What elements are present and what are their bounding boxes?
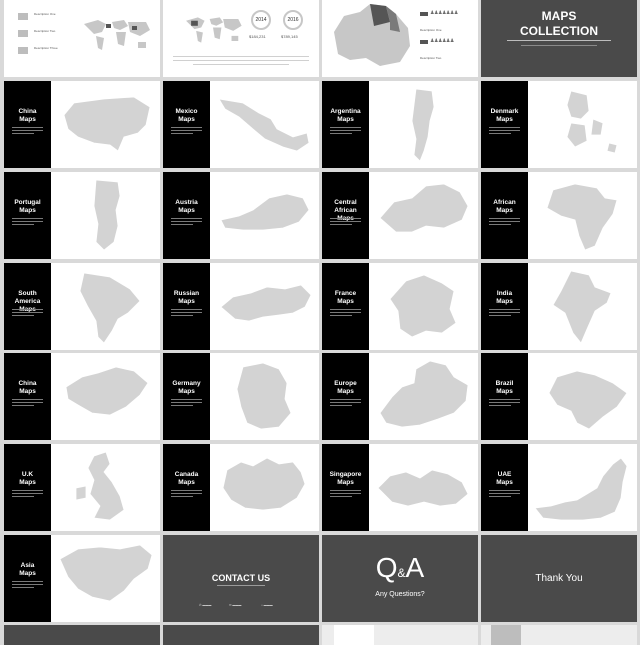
map-title: Germany — [172, 380, 201, 387]
map-description-lines — [489, 309, 520, 318]
slide-map[interactable] — [481, 444, 637, 531]
map-shape-icon — [372, 85, 476, 164]
map-title-panel — [481, 172, 528, 259]
map-description-lines — [489, 127, 520, 136]
donut-2016: 2016 — [283, 10, 303, 30]
map-subtitle: Maps — [496, 116, 513, 123]
slide-map[interactable] — [322, 444, 478, 531]
map-shape-icon — [54, 539, 158, 618]
map-title-panel — [322, 81, 369, 168]
map-description-lines — [489, 490, 520, 499]
map-subtitle: Maps — [337, 479, 354, 486]
map-subtitle: Maps — [19, 207, 36, 214]
map-description-lines — [330, 309, 361, 318]
map-title-panel — [4, 263, 51, 350]
map-title: Mexico — [175, 108, 198, 115]
slide-map[interactable] — [163, 81, 319, 168]
text-line — [521, 45, 597, 46]
map-description-lines — [171, 490, 202, 499]
text-line — [193, 64, 289, 65]
map-title: South America — [14, 290, 41, 305]
map-subtitle: Maps — [337, 298, 354, 305]
map-title: France — [334, 290, 357, 297]
map-title-panel — [481, 263, 528, 350]
map-shape-icon — [372, 357, 476, 436]
map-description-lines — [171, 127, 202, 136]
map-subtitle: Maps — [19, 479, 36, 486]
map-shape-icon — [531, 448, 635, 527]
slide-world-stats[interactable] — [163, 0, 319, 77]
slide-map[interactable] — [4, 353, 160, 440]
map-subtitle: Maps — [178, 479, 195, 486]
map-subtitle: Maps — [178, 388, 195, 395]
value-2014: $184,231 — [249, 34, 266, 39]
slide-partial[interactable] — [4, 625, 160, 645]
map-subtitle: Maps — [178, 207, 195, 214]
map-title: Central African — [334, 199, 357, 214]
map-description-lines — [12, 218, 43, 227]
slide-partial[interactable] — [322, 625, 478, 645]
qa-heading — [322, 553, 478, 588]
map-title-panel — [322, 263, 369, 350]
australia-map-icon — [330, 2, 414, 68]
map-shape-icon — [54, 448, 158, 527]
legend-swatch — [18, 47, 28, 54]
world-map-icon — [80, 16, 152, 54]
qa-subtitle: Any Questions? — [375, 591, 425, 598]
map-shape-icon — [54, 85, 158, 164]
map-title: Denmark — [490, 108, 519, 115]
map-title: Asia — [20, 562, 35, 569]
map-title-panel — [163, 353, 210, 440]
map-description-lines — [489, 399, 520, 408]
map-title: Europe — [334, 380, 357, 387]
map-title-panel — [163, 444, 210, 531]
stat-bar — [420, 12, 428, 16]
slide-map[interactable] — [163, 172, 319, 259]
map-shape-icon — [531, 267, 635, 346]
slide-map[interactable] — [322, 81, 478, 168]
world-map-icon — [171, 14, 255, 46]
map-subtitle: Maps — [178, 116, 195, 123]
slide-partial[interactable] — [163, 625, 319, 645]
slide-maps-collection[interactable] — [481, 0, 637, 77]
title-divider — [507, 40, 611, 41]
collection-title-line2: COLLECTION — [520, 24, 598, 38]
slide-map[interactable] — [481, 172, 637, 259]
map-title-panel — [4, 444, 51, 531]
qa-a: A — [405, 552, 425, 583]
slide-map[interactable] — [322, 353, 478, 440]
legend-swatch — [18, 30, 28, 37]
slide-partial[interactable] — [481, 625, 637, 645]
map-description-lines — [12, 399, 43, 408]
map-shape-icon — [372, 267, 476, 346]
slide-australia-stats[interactable] — [322, 0, 478, 77]
slide-map[interactable] — [481, 81, 637, 168]
map-title-panel — [4, 535, 51, 622]
map-subtitle: Maps — [496, 298, 513, 305]
map-title-panel — [4, 353, 51, 440]
slide-world-legend[interactable] — [4, 0, 160, 77]
map-title-panel — [481, 81, 528, 168]
slide-questions[interactable] — [322, 535, 478, 622]
value-2016: $789,145 — [281, 34, 298, 39]
legend-label: Description One — [34, 12, 56, 16]
map-title: Singapore — [329, 471, 362, 478]
map-description-lines — [330, 399, 361, 408]
map-shape-icon — [213, 357, 317, 436]
map-title-panel — [163, 172, 210, 259]
map-description-lines — [12, 581, 43, 590]
stat-label: Description One — [420, 28, 442, 32]
slide-map[interactable] — [163, 353, 319, 440]
map-description-lines — [330, 127, 361, 136]
partial-block — [491, 625, 521, 645]
map-title-panel — [4, 172, 51, 259]
qa-amp: & — [397, 566, 406, 580]
map-title: China — [18, 108, 37, 115]
text-line — [173, 56, 309, 57]
stat-bar — [420, 40, 428, 44]
people-icons: ♟♟♟♟♟♟♟ — [430, 10, 458, 16]
map-title: India — [496, 290, 513, 297]
slide-map[interactable] — [4, 263, 160, 350]
partial-block — [334, 625, 374, 645]
slide-map[interactable] — [163, 444, 319, 531]
map-subtitle: Maps — [496, 479, 513, 486]
map-description-lines — [171, 309, 202, 318]
map-description-lines — [330, 218, 361, 227]
map-subtitle: Maps — [19, 116, 36, 123]
map-title-panel — [163, 81, 210, 168]
map-shape-icon — [54, 357, 158, 436]
location-icon: ⌂ ▬▬▬ — [261, 603, 273, 607]
text-line — [173, 60, 309, 61]
map-shape-icon — [213, 176, 317, 255]
map-subtitle: Maps — [19, 388, 36, 395]
map-shape-icon — [213, 448, 317, 527]
email-icon: ✉ ▬▬▬ — [229, 603, 242, 607]
map-title: U.K — [21, 471, 34, 478]
collection-title-line1: MAPS — [541, 9, 577, 23]
people-icons: ♟♟♟♟♟♟ — [430, 38, 454, 44]
map-description-lines — [12, 127, 43, 136]
slide-map[interactable] — [322, 172, 478, 259]
contact-title: CONTACT US — [211, 573, 271, 583]
map-title: Portugal — [14, 199, 41, 206]
map-title-panel — [481, 444, 528, 531]
slide-map[interactable] — [481, 263, 637, 350]
map-subtitle: Maps — [337, 116, 354, 123]
slide-map[interactable] — [4, 81, 160, 168]
phone-icon: ✆ ▬▬▬ — [199, 603, 212, 607]
map-shape-icon — [531, 85, 635, 164]
slide-map[interactable] — [481, 353, 637, 440]
map-description-lines — [12, 490, 43, 499]
map-title: African — [493, 199, 516, 206]
slide-map[interactable] — [4, 172, 160, 259]
thanks-title: Thank You — [535, 573, 583, 584]
map-title: Canada — [174, 471, 199, 478]
map-description-lines — [171, 399, 202, 408]
qa-q: Q — [375, 552, 398, 583]
map-subtitle: Maps — [19, 570, 36, 577]
slide-contact-us[interactable] — [163, 535, 319, 622]
donut-2014: 2014 — [251, 10, 271, 30]
slide-map[interactable] — [4, 535, 160, 622]
map-title-panel — [322, 353, 369, 440]
map-title-panel — [163, 263, 210, 350]
map-title-panel — [4, 81, 51, 168]
contact-divider — [217, 585, 265, 586]
map-description-lines — [12, 309, 43, 318]
map-shape-icon — [531, 357, 635, 436]
map-description-lines — [489, 218, 520, 227]
map-shape-icon — [372, 448, 476, 527]
legend-swatch — [18, 13, 28, 20]
map-shape-icon — [531, 176, 635, 255]
map-subtitle: Maps — [496, 388, 513, 395]
map-title: Austria — [175, 199, 198, 206]
legend-label: Description Two — [34, 29, 56, 33]
slide-map[interactable] — [322, 263, 478, 350]
map-title-panel — [481, 353, 528, 440]
slide-map[interactable] — [4, 444, 160, 531]
map-title: UAE — [497, 471, 512, 478]
map-description-lines — [171, 218, 202, 227]
map-title-panel — [322, 172, 369, 259]
map-subtitle: Maps — [496, 207, 513, 214]
map-shape-icon — [54, 176, 158, 255]
map-description-lines — [330, 490, 361, 499]
map-title: Argentina — [330, 108, 361, 115]
legend-label: Description Three — [34, 46, 58, 50]
map-shape-icon — [54, 267, 158, 346]
map-title: China — [18, 380, 37, 387]
map-title-panel — [322, 444, 369, 531]
slide-map[interactable] — [163, 263, 319, 350]
map-shape-icon — [213, 85, 317, 164]
map-title: Brazil — [495, 380, 514, 387]
map-shape-icon — [213, 267, 317, 346]
map-title: Russian — [173, 290, 200, 297]
map-subtitle: Maps — [337, 388, 354, 395]
stat-label: Description Two — [420, 56, 442, 60]
map-shape-icon — [372, 176, 476, 255]
slide-thank-you[interactable] — [481, 535, 637, 622]
map-subtitle: Maps — [178, 298, 195, 305]
